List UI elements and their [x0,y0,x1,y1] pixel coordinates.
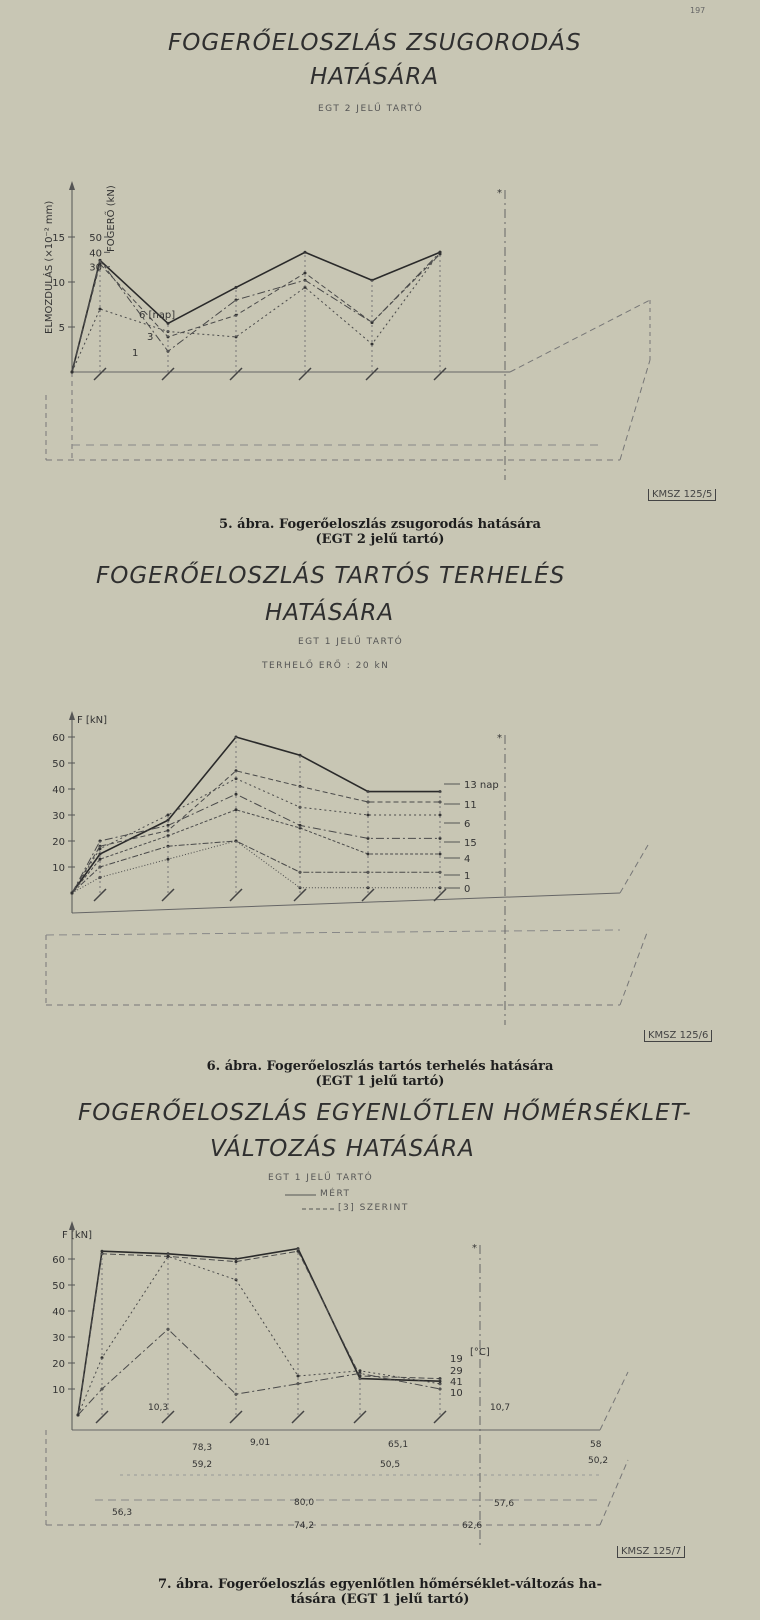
support-mark [366,368,378,380]
fig7-caption [90,1577,670,1607]
fig7-girder-frame [46,1221,628,1545]
support-mark [94,368,106,380]
fig5-heading-line1: FOGERŐELOSZLÁS ZSUGORODÁS [168,30,582,56]
fig5-series [71,251,447,380]
curve-label: 13 nap [464,780,499,791]
fig7-unit-label: [°C] [470,1347,490,1358]
support-mark [230,1411,242,1423]
y-tick-label: 30 [52,811,65,822]
support-mark [162,889,174,901]
fig6-chart [46,711,648,1025]
support-mark [434,1411,446,1423]
fig5-caption-line1: 5. ábra. Fogerőeloszlás zsugorodás hatására [219,517,541,532]
point-label: 56,3 [112,1508,133,1518]
fig5-y-axis [52,233,110,334]
fig7-caption-line1: 7. ábra. Fogerőeloszlás egyenlőtlen hőmérséklet-változás ha- [158,1577,602,1592]
point-label: 58 [590,1440,602,1450]
curve-label: 19 [450,1354,463,1365]
fig6-subheading: EGT 1 JELŰ TARTÓ [298,637,404,647]
series-line [72,794,440,893]
fig7-legend-reference: [3] SZERINT [338,1203,409,1213]
support-mark [362,889,374,901]
y-tick-label: 40 [52,785,65,796]
y2-tick-label: 30 [89,262,102,274]
fig6-heading-line2: HATÁSÁRA [265,600,395,626]
curve-label: 41 [450,1377,463,1388]
fig7-heading-line2: VÁLTOZÁS HATÁSÁRA [210,1136,475,1162]
page-number: 197 [690,6,706,15]
fig5-curve-label-1: 1 [132,348,139,359]
fig5-symmetry-mark: * [497,188,502,199]
fig6-code: KMSZ 125/6 [644,1030,712,1042]
fig7-series [77,1247,447,1423]
data-point [235,793,238,796]
curve-label: 10 [450,1388,463,1399]
fig6-ylabel: F [kN] [77,715,108,726]
fig5-subheading: EGT 2 JELŰ TARTÓ [318,104,424,114]
curve-label: 29 [450,1366,463,1377]
fig6-curve-labels [444,780,499,895]
fig6-caption-line2: (EGT 1 jelű tartó) [315,1074,445,1089]
data-point [167,858,170,861]
point-label: 57,6 [494,1499,515,1509]
point-label: 10,3 [148,1403,169,1413]
fig5-girder-frame [46,181,650,480]
data-point [439,1380,442,1383]
fig5-caption-line2: (EGT 2 jelű tartó) [315,532,445,547]
support-mark [162,368,174,380]
point-label: 65,1 [388,1440,409,1450]
fig6-caption [130,1059,630,1089]
support-mark [230,889,242,901]
fig7-legend-measured: MÉRT [320,1189,351,1199]
data-point [77,1414,80,1417]
series-line [78,1329,440,1415]
support-mark [96,1411,108,1423]
fig6-symmetry-mark: * [497,733,502,744]
point-label: 78,3 [192,1443,213,1453]
y-tick-label: 40 [52,1307,65,1318]
data-point [71,371,74,374]
y-tick-label: 20 [52,1359,65,1370]
fig5-ylabel-displacement: ELMOZDULÁS (×10⁻² mm) [44,200,55,334]
point-label: 80,0 [294,1498,315,1508]
support-mark [292,1411,304,1423]
y-tick-label: 10 [52,1385,65,1396]
point-label: 74,2 [294,1521,315,1531]
support-mark [294,889,306,901]
y-tick-label: 10 [52,278,65,289]
y-tick-label: 50 [52,759,65,770]
data-point [235,808,238,811]
fig7-symmetry-mark: * [472,1243,477,1254]
series-line [72,771,440,893]
data-point [71,892,74,895]
fig5-chart [42,181,650,480]
series-line [72,252,440,372]
fig5-ylabel-force: FOGERŐ (kN) [106,185,117,252]
curve-label: 0 [464,884,471,895]
series-line [72,841,440,893]
support-mark [354,1411,366,1423]
y2-tick-label: 40 [89,248,102,260]
data-point [235,1260,238,1263]
curve-label: 15 [464,838,477,849]
series-line [72,252,440,372]
fig6-series [71,736,447,902]
series-line [72,779,440,893]
series-line [72,810,440,893]
fig5-caption [130,517,630,547]
fig7-code: KMSZ 125/7 [617,1546,685,1558]
y-tick-label: 5 [58,323,65,334]
fig6-caption-line1: 6. ábra. Fogerőeloszlás tartós terhelés hatására [206,1059,554,1074]
y-tick-label: 60 [52,733,65,744]
fig5-curve-label-6: 6 [nap] [139,310,176,321]
y-tick-label: 30 [52,1333,65,1344]
fig6-subheading-load: TERHELŐ ERŐ : 20 kN [262,661,390,671]
fig7-point-labels [112,1403,608,1531]
fig5-code: KMSZ 125/5 [648,489,716,501]
curve-label: 1 [464,871,471,882]
y2-tick-label: 50 [89,233,102,244]
fig7-caption-line2: tására (EGT 1 jelű tartó) [290,1592,470,1607]
point-label: 50,2 [588,1456,609,1466]
y-tick-label: 10 [52,863,65,874]
fig7-chart [46,1221,628,1545]
curve-label: 4 [464,854,471,865]
fig6-heading-line1: FOGERŐELOSZLÁS TARTÓS TERHELÉS [96,563,566,589]
curve-label: 6 [464,819,471,830]
point-label: 59,2 [192,1460,213,1470]
fig7-subheading: EGT 1 JELŰ TARTÓ [268,1173,374,1183]
point-label: 10,7 [490,1403,511,1413]
series-line [72,254,440,372]
fig5-heading-line2: HATÁSÁRA [310,64,440,90]
y-tick-label: 60 [52,1255,65,1266]
support-mark [94,889,106,901]
point-label: 62,6 [462,1521,483,1531]
data-point [167,1255,170,1258]
data-point [297,1250,300,1253]
support-mark [230,368,242,380]
fig5-curve-label-3: 3 [147,332,154,343]
curve-label: 11 [464,800,477,811]
y-tick-label: 50 [52,1281,65,1292]
series-line [78,1256,440,1415]
support-mark [434,368,446,380]
fig7-heading-line1: FOGERŐELOSZLÁS EGYENLŐTLEN HŐMÉRSÉKLET- [78,1100,692,1126]
series-line [72,841,440,893]
point-label: 50,5 [380,1460,401,1470]
point-label: 9,01 [250,1438,271,1448]
fig7-ylabel: F [kN] [62,1230,93,1241]
y-tick-label: 15 [52,233,65,244]
series-line [72,252,440,372]
fig7-curve-labels [450,1354,463,1399]
data-point [99,858,102,861]
y-tick-label: 20 [52,837,65,848]
support-mark [299,368,311,380]
